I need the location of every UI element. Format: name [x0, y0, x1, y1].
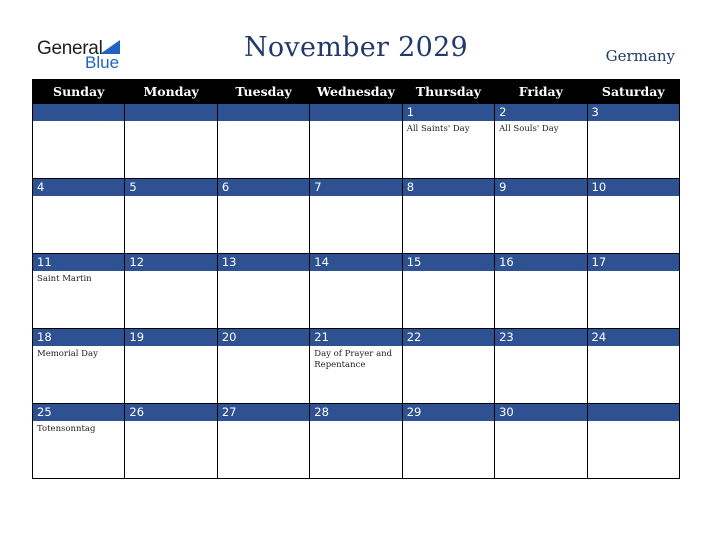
day-number: 22	[403, 329, 494, 346]
holiday-label	[588, 271, 679, 274]
day-number: 23	[495, 329, 586, 346]
holiday-label	[218, 271, 309, 274]
country-label: Germany	[605, 47, 675, 65]
holiday-label	[125, 121, 216, 124]
day-number: 13	[218, 254, 309, 271]
holiday-label	[588, 346, 679, 349]
day-cell	[587, 179, 679, 254]
day-cell	[495, 329, 587, 404]
weekday-header-row	[33, 80, 680, 104]
holiday-label	[403, 271, 494, 274]
day-number: 25	[33, 404, 124, 421]
day-cell	[125, 404, 217, 479]
holiday-label	[588, 421, 679, 424]
day-number: 18	[33, 329, 124, 346]
day-cell	[217, 329, 309, 404]
holiday-label: All Saints' Day	[406, 124, 470, 134]
holiday-label	[403, 196, 494, 199]
day-number	[125, 104, 216, 121]
day-cell	[587, 404, 679, 479]
weekday-header: Tuesday	[217, 80, 309, 104]
day-cell	[587, 104, 679, 179]
holiday-label: Day of Prayer and Repentance	[314, 349, 393, 370]
day-cell	[310, 104, 402, 179]
day-number: 7	[310, 179, 401, 196]
day-cell	[402, 254, 494, 329]
day-cell	[125, 254, 217, 329]
holiday-label	[125, 271, 216, 274]
calendar-grid	[32, 79, 680, 479]
holiday-label: Saint Martin	[37, 274, 92, 284]
day-number	[33, 104, 124, 121]
day-cell	[217, 104, 309, 179]
day-cell	[310, 329, 402, 404]
holiday-label	[125, 421, 216, 424]
day-cell	[33, 254, 125, 329]
holiday-label	[495, 271, 586, 274]
holiday-label	[495, 196, 586, 199]
day-number: 27	[218, 404, 309, 421]
day-cell	[217, 254, 309, 329]
holiday-label	[495, 346, 586, 349]
day-number: 24	[588, 329, 679, 346]
holiday-label	[125, 346, 216, 349]
day-cell	[495, 104, 587, 179]
holiday-label: All Souls' Day	[499, 124, 559, 134]
day-cell	[33, 404, 125, 479]
weekday-header: Monday	[125, 80, 217, 104]
day-cell	[402, 179, 494, 254]
day-cell	[33, 179, 125, 254]
holiday-label	[403, 346, 494, 349]
day-number	[218, 104, 309, 121]
day-number: 15	[403, 254, 494, 271]
day-number: 16	[495, 254, 586, 271]
week-row	[33, 329, 680, 404]
day-cell	[217, 179, 309, 254]
weekday-header: Friday	[495, 80, 587, 104]
day-cell	[495, 179, 587, 254]
holiday-label	[310, 271, 401, 274]
day-cell	[125, 179, 217, 254]
weekday-header: Thursday	[402, 80, 494, 104]
day-number: 17	[588, 254, 679, 271]
day-cell	[33, 104, 125, 179]
day-cell	[402, 329, 494, 404]
day-cell	[402, 104, 494, 179]
day-number: 1	[403, 104, 494, 121]
holiday-label	[310, 196, 401, 199]
day-cell	[402, 404, 494, 479]
day-cell	[33, 329, 125, 404]
week-row	[33, 179, 680, 254]
holiday-label	[33, 121, 124, 124]
day-number: 26	[125, 404, 216, 421]
day-cell	[587, 329, 679, 404]
holiday-label	[218, 121, 309, 124]
day-number: 11	[33, 254, 124, 271]
weekday-header: Sunday	[33, 80, 125, 104]
day-number: 28	[310, 404, 401, 421]
day-number: 6	[218, 179, 309, 196]
calendar-title: November 2029	[243, 32, 469, 63]
day-number: 9	[495, 179, 586, 196]
holiday-label: Memorial Day	[37, 349, 98, 359]
holiday-label	[495, 421, 586, 424]
holiday-label	[33, 196, 124, 199]
logo-text-blue: Blue	[85, 53, 120, 72]
day-cell	[495, 254, 587, 329]
holiday-label	[310, 421, 401, 424]
holiday-label	[218, 346, 309, 349]
day-number	[588, 404, 679, 421]
day-number: 20	[218, 329, 309, 346]
holiday-label	[588, 121, 679, 124]
day-number: 30	[495, 404, 586, 421]
day-cell	[310, 254, 402, 329]
day-cell	[217, 404, 309, 479]
holiday-label	[125, 196, 216, 199]
day-cell	[495, 404, 587, 479]
day-number: 5	[125, 179, 216, 196]
weekday-header: Wednesday	[310, 80, 402, 104]
day-number: 19	[125, 329, 216, 346]
holiday-label	[588, 196, 679, 199]
weekday-header: Saturday	[587, 80, 679, 104]
day-number: 4	[33, 179, 124, 196]
week-row	[33, 104, 680, 179]
logo-text-general: General	[37, 38, 103, 59]
day-number: 2	[495, 104, 586, 121]
day-number: 12	[125, 254, 216, 271]
day-cell	[310, 404, 402, 479]
day-cell	[125, 329, 217, 404]
holiday-label	[218, 196, 309, 199]
day-number: 21	[310, 329, 401, 346]
holiday-label	[218, 421, 309, 424]
day-cell	[125, 104, 217, 179]
week-row	[33, 404, 680, 479]
day-number	[310, 104, 401, 121]
holiday-label	[310, 121, 401, 124]
day-cell	[587, 254, 679, 329]
holiday-label: Totensonntag	[37, 424, 96, 434]
week-row	[33, 254, 680, 329]
day-number: 29	[403, 404, 494, 421]
day-number: 10	[588, 179, 679, 196]
day-cell	[310, 179, 402, 254]
day-number: 3	[588, 104, 679, 121]
holiday-label	[403, 421, 494, 424]
day-number: 14	[310, 254, 401, 271]
day-number: 8	[403, 179, 494, 196]
